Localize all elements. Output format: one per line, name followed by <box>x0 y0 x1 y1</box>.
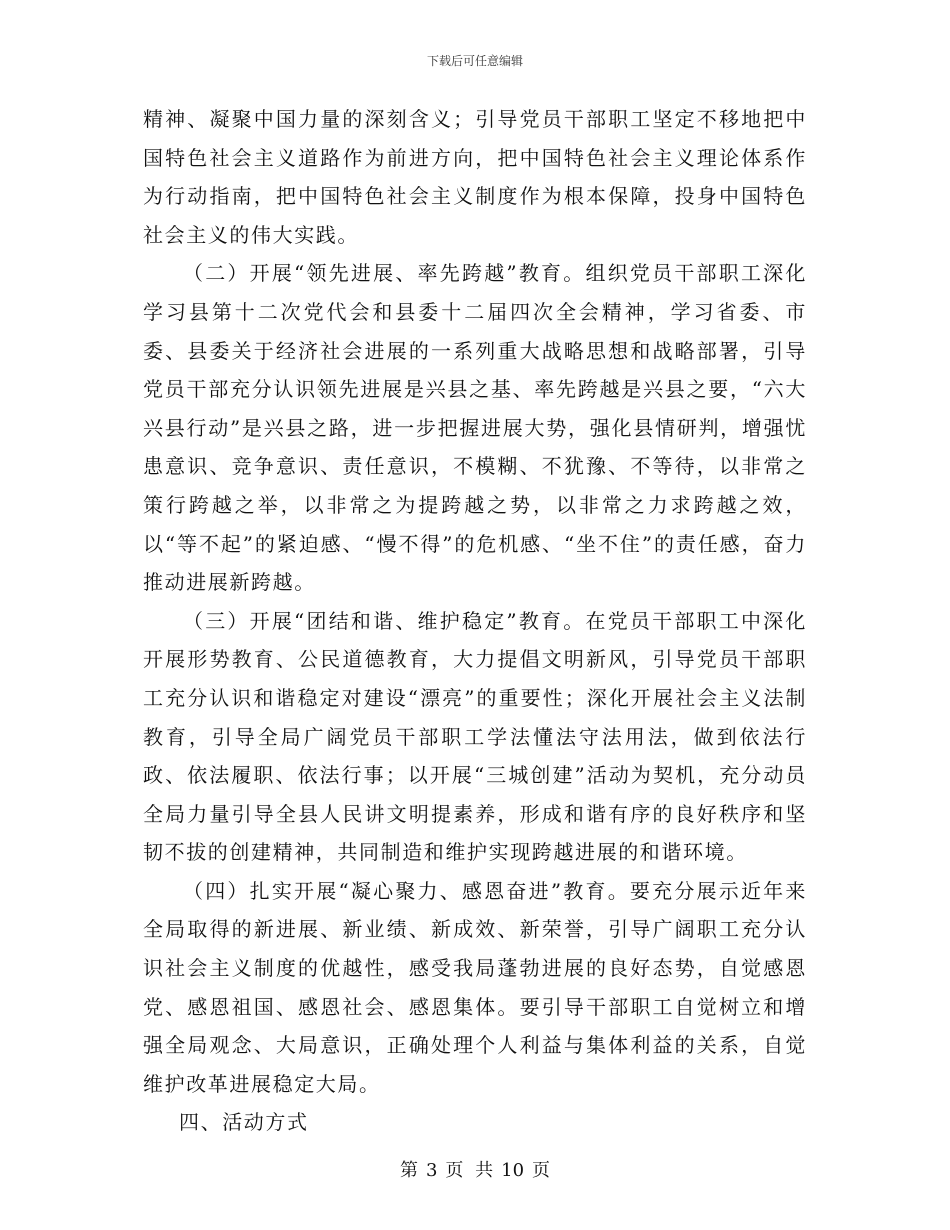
footer-total-pages: 10 <box>501 1160 525 1181</box>
paragraph-item-four: （四）扎实开展“凝心聚力、感恩奋进”教育。要充分展示近年来全局取得的新进展、新业绩、新成效、新荣誉，引导广阔职工充分认识社会主义制度的优越性，感受我局蓬勃进展的良好态势，自觉感恩党、感恩祖国、感恩社会、感恩集体。要引导干部职工自觉树立和增强全局观念、大局意识，正确处理个人利益与集体利益的关系，自觉维护改革进展稳定大局。 <box>143 878 807 1096</box>
document-body <box>143 100 807 1142</box>
footer-prefix: 第 <box>399 1160 418 1181</box>
footer-current-page: 3 <box>425 1160 438 1181</box>
paragraph-item-three: （三）开展“团结和谐、维护稳定”教育。在党员干部职工中深化开展形势教育、公民道德教育，大力提倡文明新风，引导党员干部职工充分认识和谐稳定对建设“漂亮”的重要性；深化开展社会主义法制教育，引导全局广阔党员干部职工学法懂法守法用法，做到依法行政、依法履职、依法行事；以开展“三城创建”活动为契机，充分动员全局力量引导全县人民讲文明提素养，形成和谐有序的良好秩序和坚韧不拔的创建精神，共同制造和维护实现跨越进展的和谐环境。 <box>143 608 807 865</box>
page-footer <box>0 1156 950 1182</box>
section-heading: 四、活动方式 <box>179 1110 309 1135</box>
footer-middle: 页 共 <box>445 1160 494 1181</box>
footer-suffix: 页 <box>532 1160 551 1181</box>
page-header-note: 下载后可任意编辑 <box>426 54 523 68</box>
paragraph-item-two: （二）开展“领先进展、率先跨越”教育。组织党员干部职工深化学习县第十二次党代会和县委十二届四次全会精神，学习省委、市委、县委关于经济社会进展的一系列重大战略思想和战略部署，引导党员干部充分认识领先进展是兴县之基、率先跨越是兴县之要，“六大兴县行动”是兴县之路，进一步把握进展大势，强化县情研判，增强忧患意识、竞争意识、责任意识，不模糊、不犹豫、不等待，以非常之策行跨越之举，以非常之为提跨越之势，以非常之力求跨越之效，以“等不起”的紧迫感、“慢不得”的危机感、“坐不住”的责任感，奋力推动进展新跨越。 <box>143 261 807 595</box>
paragraph-continued: 精神、凝聚中国力量的深刻含义；引导党员干部职工坚定不移地把中国特色社会主义道路作为前进方向，把中国特色社会主义理论体系作为行动指南，把中国特色社会主义制度作为根本保障，投身中国特色社会主义的伟大实践。 <box>143 107 807 247</box>
